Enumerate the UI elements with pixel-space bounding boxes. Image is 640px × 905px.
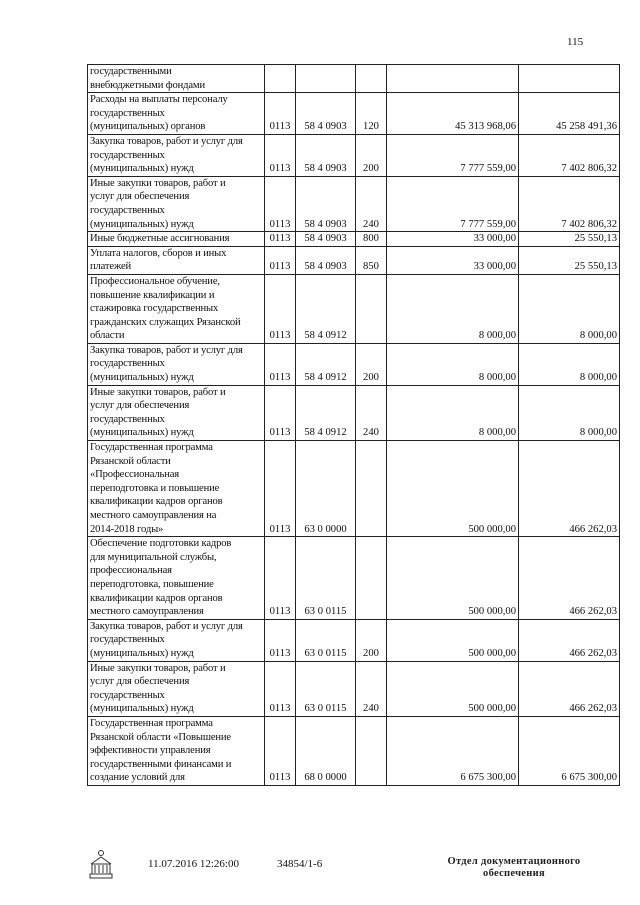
budget-table-body: [88, 65, 620, 786]
planned-amount-cell: 6 675 300,00: [387, 716, 519, 785]
expense-name-line: местного самоуправления: [90, 606, 204, 618]
expense-name-line: платежей: [90, 261, 132, 273]
section-code-cell: 0113: [265, 537, 296, 620]
section-code-cell: 0113: [265, 441, 296, 537]
table-row: [88, 343, 620, 385]
expense-type-cell: [356, 441, 387, 537]
table-row: [88, 716, 620, 785]
expense-name-line: (муниципальных) нужд: [90, 703, 194, 715]
table-row: [88, 661, 620, 716]
expense-name-line: государственных: [90, 149, 165, 161]
ryazan-duma-emblem-icon: [84, 848, 118, 882]
planned-amount-cell: [387, 65, 519, 93]
expense-type-cell: 240: [356, 176, 387, 231]
planned-amount-cell: 8 000,00: [387, 274, 519, 343]
article-code-cell: [296, 65, 356, 93]
planned-amount-cell: 7 777 559,00: [387, 176, 519, 231]
actual-amount-cell: 466 262,03: [519, 537, 620, 620]
expense-type-cell: 800: [356, 232, 387, 247]
actual-amount-cell: 6 675 300,00: [519, 716, 620, 785]
expense-name-line: государственными: [90, 66, 172, 77]
expense-name-line: государственных: [90, 358, 165, 370]
footer-department-line: Отдел документационного: [447, 856, 581, 867]
actual-amount-cell: 8 000,00: [519, 343, 620, 385]
article-code-cell: 58 4 0903: [296, 176, 356, 231]
expense-name-line: Профессиональное обучение,: [90, 275, 220, 287]
planned-amount-cell: 33 000,00: [387, 232, 519, 247]
expense-name-line: государственных: [90, 413, 165, 425]
expense-name-line: стажировка государственных: [90, 303, 219, 315]
expense-name-cell: [88, 232, 265, 247]
section-code-cell: 0113: [265, 246, 296, 274]
expense-name-cell: [88, 246, 265, 274]
expense-name-cell: [88, 716, 265, 785]
expense-name-line: области: [90, 330, 125, 342]
expense-name-cell: [88, 65, 265, 93]
expense-type-cell: 200: [356, 619, 387, 661]
expense-type-cell: 240: [356, 661, 387, 716]
article-code-cell: 63 0 0115: [296, 661, 356, 716]
table-row: [88, 232, 620, 247]
expense-type-cell: [356, 274, 387, 343]
planned-amount-cell: 45 313 968,06: [387, 93, 519, 135]
planned-amount-cell: 500 000,00: [387, 537, 519, 620]
article-code-cell: 63 0 0000: [296, 441, 356, 537]
expense-name-line: переподготовка и повышение: [90, 482, 220, 494]
section-code-cell: [265, 65, 296, 93]
section-code-cell: 0113: [265, 232, 296, 247]
actual-amount-cell: 25 550,13: [519, 246, 620, 274]
expense-name-line: создание условий для: [90, 772, 185, 784]
article-code-cell: 58 4 0903: [296, 232, 356, 247]
expense-name-line: переподготовка, повышение: [90, 578, 214, 590]
section-code-cell: 0113: [265, 93, 296, 135]
section-code-cell: 0113: [265, 176, 296, 231]
expense-name-line: (муниципальных) нужд: [90, 372, 194, 384]
article-code-cell: 63 0 0115: [296, 619, 356, 661]
expense-name-cell: [88, 134, 265, 176]
expense-name-line: государственных: [90, 107, 165, 119]
expense-name-cell: [88, 441, 265, 537]
section-code-cell: 0113: [265, 661, 296, 716]
expense-name-line: Закупка товаров, работ и услуг для: [90, 135, 243, 147]
section-code-cell: 0113: [265, 134, 296, 176]
expense-name-line: (муниципальных) нужд: [90, 427, 194, 439]
expense-name-line: местного самоуправления на: [90, 510, 217, 521]
expense-name-line: (муниципальных) органов: [90, 121, 206, 133]
actual-amount-cell: 466 262,03: [519, 619, 620, 661]
actual-amount-cell: 45 258 491,36: [519, 93, 620, 135]
expense-type-cell: 850: [356, 246, 387, 274]
planned-amount-cell: 33 000,00: [387, 246, 519, 274]
budget-table: [87, 64, 620, 786]
table-row: [88, 274, 620, 343]
expense-name-line: 2014-2018 годы»: [90, 523, 164, 535]
expense-name-line: (муниципальных) нужд: [90, 218, 194, 230]
article-code-cell: 58 4 0903: [296, 246, 356, 274]
planned-amount-cell: 500 000,00: [387, 441, 519, 537]
page-number: 115: [567, 36, 584, 48]
footer-department: [440, 856, 588, 880]
expense-name-line: (муниципальных) нужд: [90, 163, 194, 175]
expense-type-cell: [356, 716, 387, 785]
expense-name-cell: [88, 93, 265, 135]
expense-name-line: Государственная программа: [90, 442, 213, 454]
expense-name-line: Рязанской области «Повышение: [90, 731, 231, 743]
expense-name-line: квалификации кадров органов: [90, 496, 223, 508]
expense-name-line: Обеспечение подготовки кадров: [90, 538, 232, 550]
article-code-cell: 58 4 0912: [296, 274, 356, 343]
expense-name-line: Закупка товаров, работ и услуг для: [90, 620, 243, 632]
actual-amount-cell: 466 262,03: [519, 661, 620, 716]
expense-type-cell: 120: [356, 93, 387, 135]
expense-name-line: государственных: [90, 204, 165, 216]
expense-name-line: (муниципальных) нужд: [90, 647, 194, 659]
table-row: [88, 246, 620, 274]
expense-name-line: профессиональная: [90, 565, 172, 577]
footer-date: 11.07.2016 12:26:00: [148, 858, 239, 870]
actual-amount-cell: 466 262,03: [519, 441, 620, 537]
expense-name-line: услуг для обеспечения: [90, 191, 190, 203]
article-code-cell: 63 0 0115: [296, 537, 356, 620]
article-code-cell: 58 4 0903: [296, 134, 356, 176]
expense-name-line: повышение квалификации и: [90, 289, 215, 301]
actual-amount-cell: 8 000,00: [519, 385, 620, 440]
expense-name-line: Иные закупки товаров, работ и: [90, 386, 226, 398]
expense-name-cell: [88, 176, 265, 231]
expense-name-cell: [88, 343, 265, 385]
expense-name-line: государственных: [90, 689, 165, 701]
expense-name-line: Иные закупки товаров, работ и: [90, 177, 226, 189]
expense-name-cell: [88, 274, 265, 343]
expense-name-line: Иные бюджетные ассигнования: [90, 233, 230, 245]
planned-amount-cell: 7 777 559,00: [387, 134, 519, 176]
expense-name-line: Расходы на выплаты персоналу: [90, 94, 228, 106]
expense-name-line: квалификации кадров органов: [90, 592, 223, 604]
article-code-cell: 58 4 0903: [296, 93, 356, 135]
table-row: [88, 134, 620, 176]
actual-amount-cell: 7 402 806,32: [519, 176, 620, 231]
actual-amount-cell: 7 402 806,32: [519, 134, 620, 176]
section-code-cell: 0113: [265, 274, 296, 343]
expense-type-cell: 200: [356, 134, 387, 176]
table-row: [88, 65, 620, 93]
expense-name-cell: [88, 537, 265, 620]
table-row: [88, 176, 620, 231]
expense-name-line: внебюджетными фондами: [90, 79, 205, 91]
expense-name-cell: [88, 661, 265, 716]
expense-name-line: Иные закупки товаров, работ и: [90, 662, 226, 674]
expense-name-line: Рязанской области: [90, 455, 171, 467]
footer-department-line: обеспечения: [483, 868, 545, 879]
table-row: [88, 93, 620, 135]
article-code-cell: 68 0 0000: [296, 716, 356, 785]
expense-name-line: услуг для обеспечения: [90, 400, 190, 412]
expense-name-line: для муниципальной службы,: [90, 551, 217, 563]
footer-document-code: 34854/1-6: [277, 858, 323, 870]
expense-name-line: Уплата налогов, сборов и иных: [90, 247, 227, 259]
actual-amount-cell: 8 000,00: [519, 274, 620, 343]
expense-name-line: эффективности управления: [90, 745, 211, 757]
table-row: [88, 385, 620, 440]
table-row: [88, 619, 620, 661]
expense-name-line: государственных: [90, 634, 165, 646]
expense-name-line: государственными финансами и: [90, 758, 232, 770]
article-code-cell: 58 4 0912: [296, 385, 356, 440]
expense-name-line: Государственная программа: [90, 717, 213, 729]
expense-type-cell: [356, 537, 387, 620]
expense-name-cell: [88, 385, 265, 440]
table-row: [88, 537, 620, 620]
expense-type-cell: 240: [356, 385, 387, 440]
planned-amount-cell: 8 000,00: [387, 385, 519, 440]
expense-name-cell: [88, 619, 265, 661]
planned-amount-cell: 500 000,00: [387, 619, 519, 661]
section-code-cell: 0113: [265, 385, 296, 440]
expense-name-line: Закупка товаров, работ и услуг для: [90, 344, 243, 356]
expense-type-cell: [356, 65, 387, 93]
planned-amount-cell: 500 000,00: [387, 661, 519, 716]
table-row: [88, 441, 620, 537]
section-code-cell: 0113: [265, 619, 296, 661]
expense-type-cell: 200: [356, 343, 387, 385]
expense-name-line: услуг для обеспечения: [90, 676, 190, 688]
expense-name-line: «Профессиональная: [90, 469, 180, 481]
planned-amount-cell: 8 000,00: [387, 343, 519, 385]
actual-amount-cell: 25 550,13: [519, 232, 620, 247]
article-code-cell: 58 4 0912: [296, 343, 356, 385]
expense-name-line: гражданских служащих Рязанской: [90, 316, 241, 328]
section-code-cell: 0113: [265, 343, 296, 385]
actual-amount-cell: [519, 65, 620, 93]
section-code-cell: 0113: [265, 716, 296, 785]
